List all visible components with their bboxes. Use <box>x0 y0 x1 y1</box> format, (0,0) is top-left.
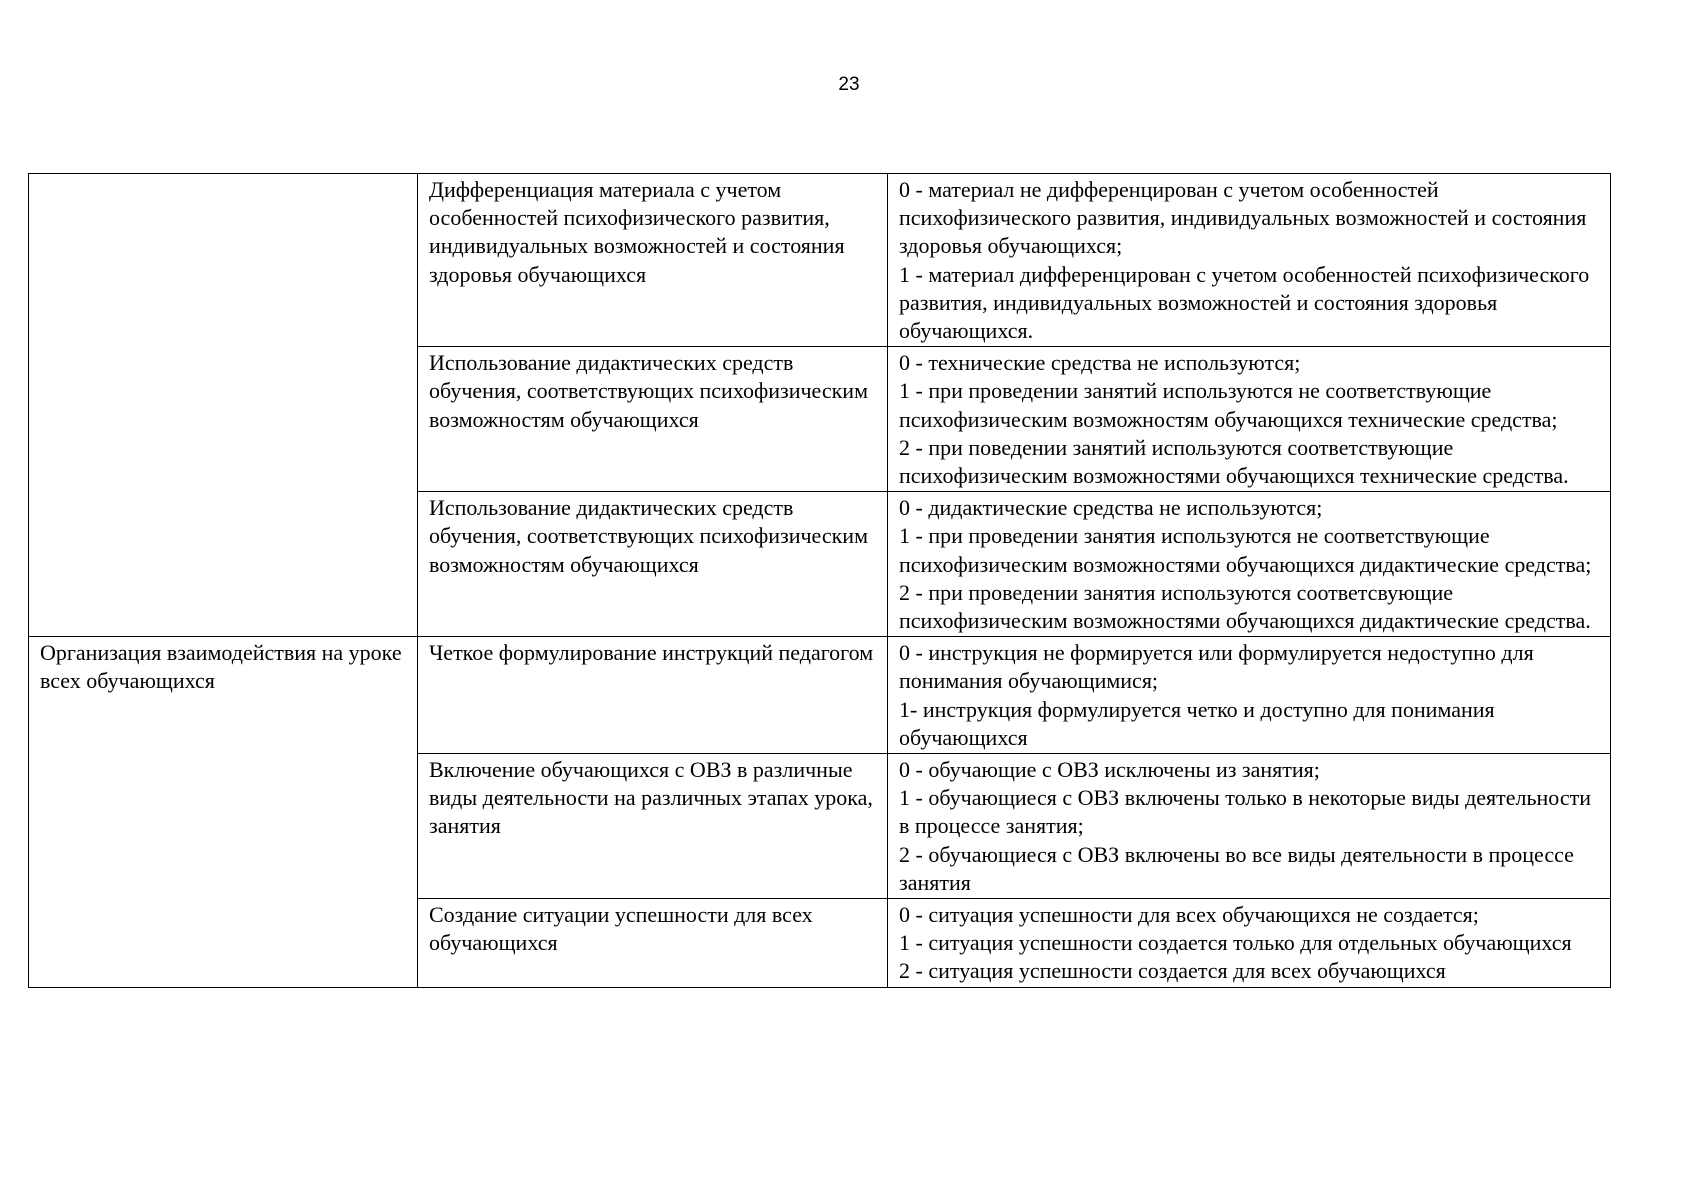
criteria-table <box>28 173 1611 988</box>
score-line: 1- инструкция формулируется четко и доступно для понимания обучающихся <box>899 696 1495 750</box>
score-line: 1 - ситуация успешности создается только для отдельных обучающихся <box>899 930 1572 956</box>
scores-cell <box>888 899 1611 988</box>
table-row <box>29 174 1611 347</box>
criterion-cell: Включение обучающихся с ОВЗ в различные виды деятельности на различных этапах урока, занятия <box>418 754 888 899</box>
criterion-cell: Дифференциация материала с учетом особенностей психофизического развития, индивидуальных возможностей и состояния здоровья обучающихся <box>418 174 888 347</box>
page-number: 23 <box>838 74 860 95</box>
score-line: 0 - ситуация успешности для всех обучающихся не создается; <box>899 902 1479 928</box>
scores-cell <box>888 347 1611 492</box>
scores-cell <box>888 637 1611 754</box>
group-label-cell: Организация взаимодействия на уроке всех обучающихся <box>29 637 418 987</box>
score-line: 1 - материал дифференцирован с учетом особенностей психофизического развития, индивидуальных возможностей и состояния здоровья обучающихся. <box>899 261 1590 344</box>
scores-cell <box>888 492 1611 637</box>
criterion-cell: Создание ситуации успешности для всех обучающихся <box>418 899 888 988</box>
score-line: 1 - обучающиеся с ОВЗ включены только в некоторые виды деятельности в процессе занятия; <box>899 785 1592 839</box>
score-line: 0 - дидактические средства не используются; <box>899 495 1323 521</box>
score-line: 1 - при проведении занятий используются не соответствующие психофизическим возможностям обучающихся технические средства; <box>899 378 1558 432</box>
scores-cell <box>888 754 1611 899</box>
criterion-cell: Использование дидактических средств обучения, соответствующих психофизическим возможностям обучающихся <box>418 492 888 637</box>
group-label-cell <box>29 174 418 637</box>
criterion-cell: Четкое формулирование инструкций педагогом <box>418 637 888 754</box>
score-line: 2 - при проведении занятия используются соответсвующие психофизическим возможностями обучающихся дидактические средства. <box>899 579 1591 634</box>
score-line: 2 - обучающиеся с ОВЗ включены во все виды деятельности в процессе занятия <box>899 841 1574 895</box>
score-line: 0 - материал не дифференцирован с учетом особенностей психофизического развития, индивидуальных возможностей и состояния здоровья обучающихся; <box>899 177 1587 259</box>
criterion-cell: Использование дидактических средств обучения, соответствующих психофизическим возможностям обучающихся <box>418 347 888 492</box>
table-row <box>29 637 1611 754</box>
score-line: 1 - при проведении занятия используются не соответствующие психофизическим возможностями обучающихся дидактические средства; <box>899 523 1592 577</box>
score-line: 2 - при поведении занятий используются соответствующие психофизическим возможностями обучающихся технические средства. <box>899 434 1569 489</box>
scores-cell <box>888 174 1611 347</box>
score-line: 0 - обучающие с ОВЗ исключены из занятия; <box>899 757 1320 783</box>
score-line: 0 - технические средства не используются; <box>899 350 1301 376</box>
score-line: 2 - ситуация успешности создается для всех обучающихся <box>899 958 1446 984</box>
score-line: 0 - инструкция не формируется или формулируется недоступно для понимания обучающимися; <box>899 640 1534 694</box>
